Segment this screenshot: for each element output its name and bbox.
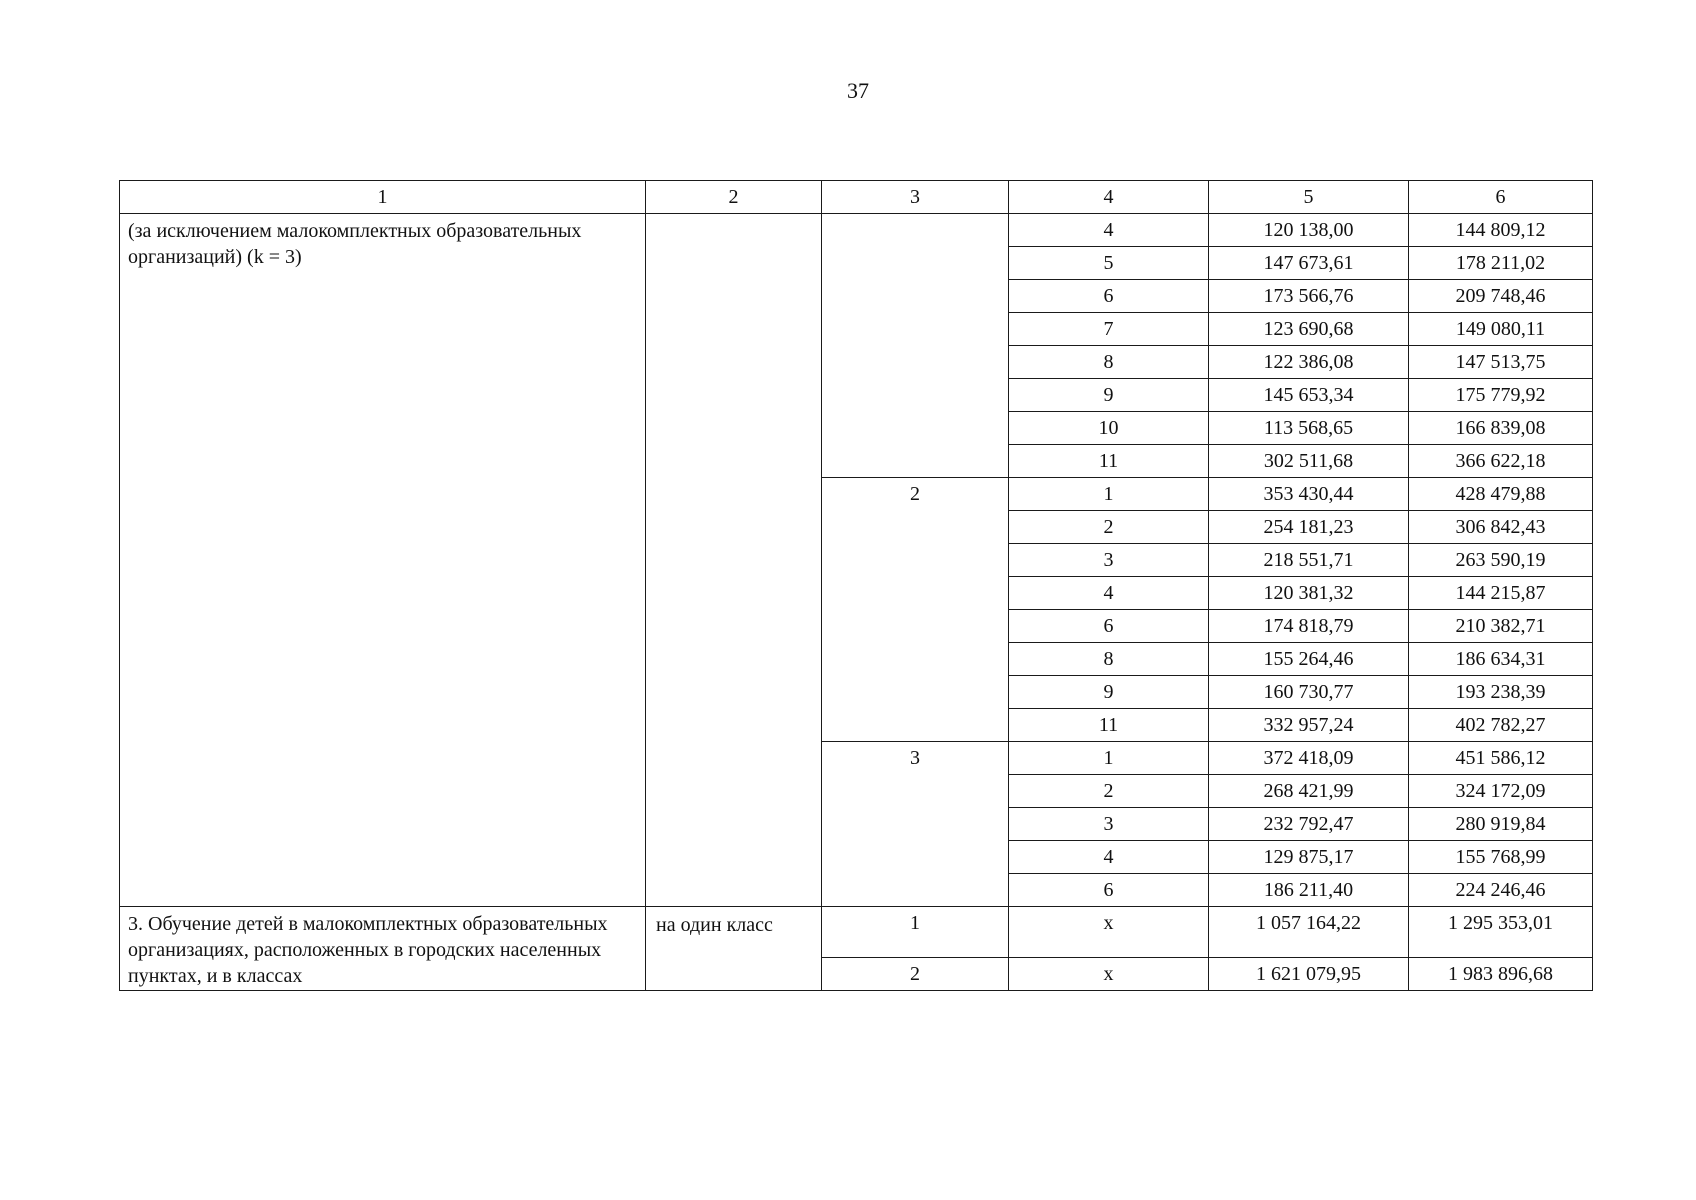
grade-cell: 9 bbox=[1009, 676, 1209, 709]
section3-col5: 1 621 079,95 bbox=[1209, 958, 1409, 991]
header-col-2: 2 bbox=[646, 181, 822, 214]
table-row bbox=[120, 214, 1593, 247]
grade-cell: 8 bbox=[1009, 346, 1209, 379]
value-col6: 306 842,43 bbox=[1409, 511, 1593, 544]
value-col5: 254 181,23 bbox=[1209, 511, 1409, 544]
value-col6: 280 919,84 bbox=[1409, 808, 1593, 841]
header-col-3: 3 bbox=[822, 181, 1009, 214]
grade-cell: 1 bbox=[1009, 742, 1209, 775]
value-col6: 428 479,88 bbox=[1409, 478, 1593, 511]
section3-col3: 2 bbox=[822, 958, 1009, 991]
header-col-1: 1 bbox=[120, 181, 646, 214]
header-col-6: 6 bbox=[1409, 181, 1593, 214]
value-col6: 178 211,02 bbox=[1409, 247, 1593, 280]
value-col6: 144 215,87 bbox=[1409, 577, 1593, 610]
value-col5: 353 430,44 bbox=[1209, 478, 1409, 511]
header-col-4: 4 bbox=[1009, 181, 1209, 214]
grade-cell: 4 bbox=[1009, 841, 1209, 874]
value-col5: 145 653,34 bbox=[1209, 379, 1409, 412]
grade-cell: 3 bbox=[1009, 544, 1209, 577]
grade-cell: 9 bbox=[1009, 379, 1209, 412]
value-col5: 160 730,77 bbox=[1209, 676, 1409, 709]
value-col6: 155 768,99 bbox=[1409, 841, 1593, 874]
value-col5: 147 673,61 bbox=[1209, 247, 1409, 280]
section3-col6: 1 983 896,68 bbox=[1409, 958, 1593, 991]
value-col5: 129 875,17 bbox=[1209, 841, 1409, 874]
value-col6: 149 080,11 bbox=[1409, 313, 1593, 346]
value-col5: 218 551,71 bbox=[1209, 544, 1409, 577]
cost-table bbox=[119, 180, 1593, 991]
value-col6: 166 839,08 bbox=[1409, 412, 1593, 445]
unit-cell-empty bbox=[646, 214, 822, 907]
value-col6: 324 172,09 bbox=[1409, 775, 1593, 808]
group-col3-cell: 2 bbox=[822, 478, 1009, 742]
value-col6: 186 634,31 bbox=[1409, 643, 1593, 676]
value-col5: 120 381,32 bbox=[1209, 577, 1409, 610]
value-col5: 174 818,79 bbox=[1209, 610, 1409, 643]
section3-col3: 1 bbox=[822, 907, 1009, 958]
grade-cell: 6 bbox=[1009, 874, 1209, 907]
grade-cell: 4 bbox=[1009, 214, 1209, 247]
value-col5: 268 421,99 bbox=[1209, 775, 1409, 808]
grade-cell: 6 bbox=[1009, 610, 1209, 643]
value-col6: 193 238,39 bbox=[1409, 676, 1593, 709]
value-col6: 147 513,75 bbox=[1409, 346, 1593, 379]
value-col5: 173 566,76 bbox=[1209, 280, 1409, 313]
value-col5: 123 690,68 bbox=[1209, 313, 1409, 346]
grade-cell: 8 bbox=[1009, 643, 1209, 676]
group-col3-cell: 3 bbox=[822, 742, 1009, 907]
value-col5: 232 792,47 bbox=[1209, 808, 1409, 841]
section3-col4: x bbox=[1009, 907, 1209, 958]
value-col6: 210 382,71 bbox=[1409, 610, 1593, 643]
value-col5: 186 211,40 bbox=[1209, 874, 1409, 907]
page-number: 37 bbox=[847, 78, 869, 103]
grade-cell: 6 bbox=[1009, 280, 1209, 313]
value-col6: 209 748,46 bbox=[1409, 280, 1593, 313]
value-col6: 366 622,18 bbox=[1409, 445, 1593, 478]
grade-cell: 4 bbox=[1009, 577, 1209, 610]
header-col-5: 5 bbox=[1209, 181, 1409, 214]
section3-unit: на один класс bbox=[646, 907, 822, 991]
grade-cell: 7 bbox=[1009, 313, 1209, 346]
grade-cell: 1 bbox=[1009, 478, 1209, 511]
value-col5: 122 386,08 bbox=[1209, 346, 1409, 379]
value-col6: 144 809,12 bbox=[1409, 214, 1593, 247]
value-col6: 224 246,46 bbox=[1409, 874, 1593, 907]
value-col6: 263 590,19 bbox=[1409, 544, 1593, 577]
grade-cell: 2 bbox=[1009, 775, 1209, 808]
continued-description: (за исключением малокомплектных образовательных организаций) (k = 3) bbox=[120, 214, 646, 907]
value-col5: 113 568,65 bbox=[1209, 412, 1409, 445]
value-col5: 302 511,68 bbox=[1209, 445, 1409, 478]
value-col6: 402 782,27 bbox=[1409, 709, 1593, 742]
value-col6: 451 586,12 bbox=[1409, 742, 1593, 775]
grade-cell: 10 bbox=[1009, 412, 1209, 445]
header-row bbox=[120, 181, 1593, 214]
value-col5: 332 957,24 bbox=[1209, 709, 1409, 742]
grade-cell: 11 bbox=[1009, 709, 1209, 742]
section3-col4: x bbox=[1009, 958, 1209, 991]
section3-col5: 1 057 164,22 bbox=[1209, 907, 1409, 958]
value-col6: 175 779,92 bbox=[1409, 379, 1593, 412]
grade-cell: 3 bbox=[1009, 808, 1209, 841]
section3-col6: 1 295 353,01 bbox=[1409, 907, 1593, 958]
group-col3-cell bbox=[822, 214, 1009, 478]
grade-cell: 11 bbox=[1009, 445, 1209, 478]
value-col5: 372 418,09 bbox=[1209, 742, 1409, 775]
grade-cell: 2 bbox=[1009, 511, 1209, 544]
table-row bbox=[120, 907, 1593, 958]
grade-cell: 5 bbox=[1009, 247, 1209, 280]
value-col5: 155 264,46 bbox=[1209, 643, 1409, 676]
value-col5: 120 138,00 bbox=[1209, 214, 1409, 247]
section3-description: 3. Обучение детей в малокомплектных образовательных организациях, расположенных в городских населенных пунктах, и в классах bbox=[120, 907, 646, 991]
